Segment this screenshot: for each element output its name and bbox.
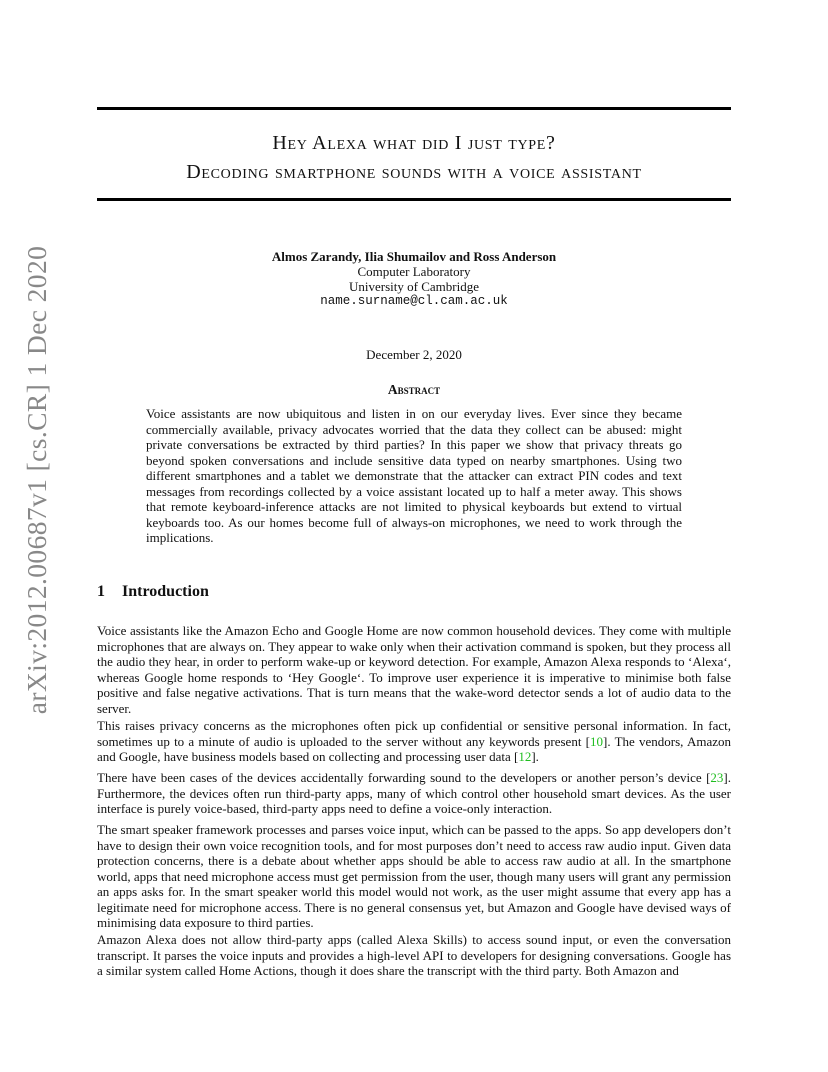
intro-paragraph-4: The smart speaker framework processes and parses voice input, which can be passed to the apps. So app developers don’t have to design their own voice recognition tools, and for most purposes don’t need to access raw audio input. Given data protection concerns, there is a debate about whether apps should be able to access raw audio at all. In the smartphone world, apps that need microphone access must get permission from the user, though many users will grant any permission an apps asks for. In the smart speaker world this model would not work, as the user might assume that every app has a legitimate need for microphone access. There is no general consensus yet, but Amazon and Google have devised ways of minimising data exposure to third parties. [97, 822, 731, 930]
affiliation-university: University of Cambridge [349, 279, 479, 294]
paragraph-text: ]. Furthermore, the devices often run third-party apps, many of which control other household smart devices. As the user interface is purely voice-based, third-party apps need to define a voice-only interaction. [97, 770, 731, 816]
author-email: name.surname@cl.cam.ac.uk [320, 294, 508, 308]
paper-title-line-2: Decoding smartphone sounds with a voice assistant [186, 161, 642, 183]
arxiv-identifier-text: arXiv:2012.00687v1 [cs.CR] 1 Dec 2020 [21, 245, 52, 715]
paragraph-text: There have been cases of the devices accidentally forwarding sound to the developers or another person’s device [ [97, 770, 711, 785]
intro-paragraph-3 [97, 770, 731, 817]
paper-title-line-1: Hey Alexa what did I just type? [272, 132, 556, 154]
section-heading-introduction [97, 583, 209, 601]
abstract-body: Voice assistants are now ubiquitous and listen in on our everyday lives. Ever since they became commercially available, privacy advocates worried that the data they collect can be abused: might private conversations be extracted by third parties? In this paper we show that privacy threats go beyond spoken conversations and include sensitive data typed on nearby smartphones. Using two different smartphones and a tablet we demonstrate that the attacker can extract PIN codes and text messages from recordings collected by a voice assistant located up to half a meter away. This shows that remote keyboard-inference attacks are not limited to physical keyboards but extend to virtual keyboards too. As our homes become full of always-on microphones, we need to work through the implications. [146, 406, 682, 545]
title-bottom-rule [97, 198, 731, 201]
citation-link[interactable]: 12 [518, 749, 532, 764]
paper-date: December 2, 2020 [366, 347, 462, 362]
paragraph-text: ]. The vendors, Amazon and Google, have business models based on collecting and processing user data [ [97, 733, 731, 764]
author-list: Almos Zarandy, Ilia Shumailov and Ross Anderson [271, 249, 557, 264]
abstract-heading: Abstract [387, 382, 441, 397]
citation-link[interactable]: 10 [590, 733, 603, 749]
paragraph-text: ]. [531, 749, 539, 764]
intro-paragraph-2 [97, 718, 731, 765]
paragraph-text: This raises privacy concerns as the microphones often pick up confidential or sensitive personal information. In fact, sometimes up to a minute of audio is uploaded to the server without any keywords present [ [97, 718, 731, 749]
intro-paragraph-1: Voice assistants like the Amazon Echo and Google Home are now common household devices. They come with multiple microphones that are always on. They appear to wake only when their activation command is spoken, but they process all the audio they hear, in order to perform wake-up or keyword detection. For example, Amazon Alexa responds to ‘Alexa‘, whereas Google home responds to ‘Hey Google‘. To improve user experience it is imperative to minimise both false positive and false negative activations. That is turn means that the wake-word detector sends a lot of audio data to the server. [97, 623, 731, 716]
intro-paragraph-5: Amazon Alexa does not allow third-party apps (called Alexa Skills) to access sound input, or even the conversation transcript. It parses the voice inputs and provides a high-level API to developers for designing conversations. Google has a similar system called Home Actions, though it does share the transcript with the third party. Both Amazon and [97, 932, 731, 978]
section-number: 1 [97, 583, 105, 600]
citation-link[interactable]: 23 [710, 770, 724, 785]
affiliation-lab: Computer Laboratory [357, 264, 471, 279]
title-top-rule [97, 107, 731, 110]
section-title: Introduction [122, 583, 209, 600]
